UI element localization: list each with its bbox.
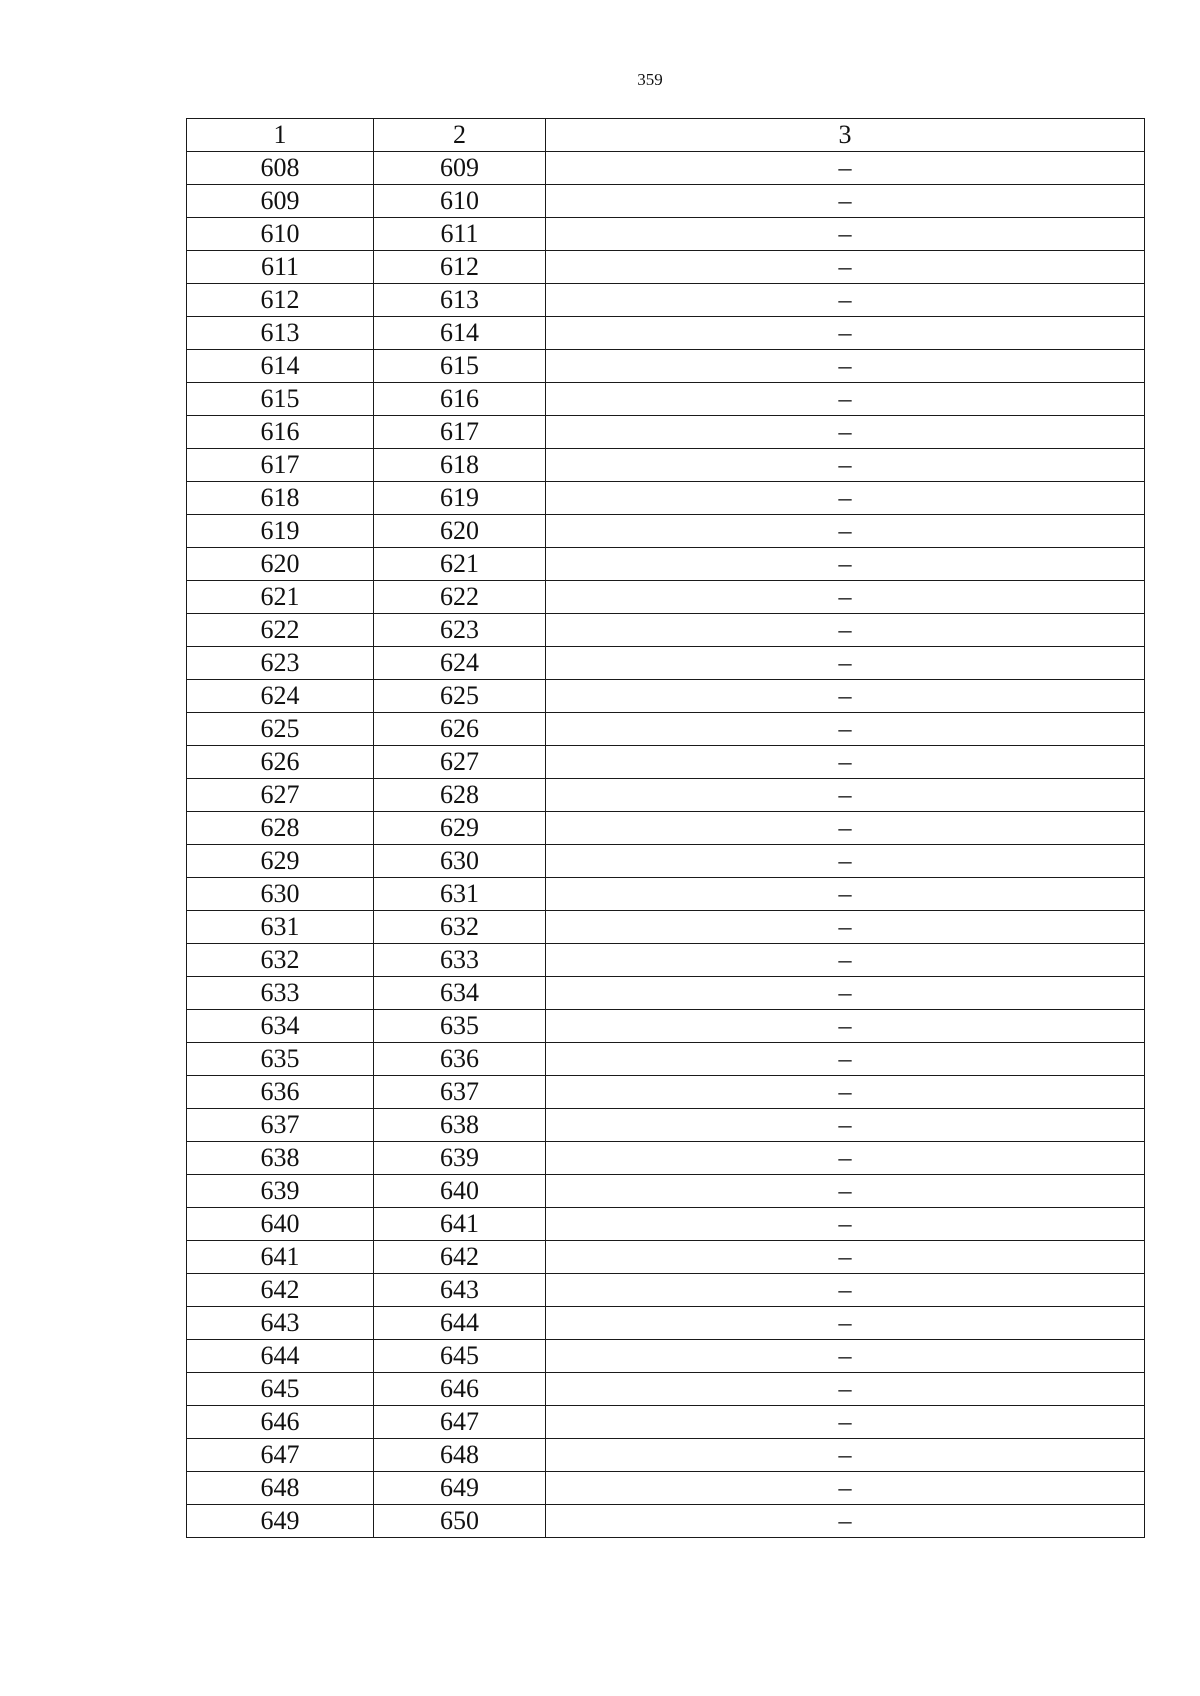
table-cell-col-1: 648 xyxy=(187,1472,374,1505)
table-cell-col-2: 639 xyxy=(374,1142,546,1175)
table-cell-col-1: 625 xyxy=(187,713,374,746)
table-cell-col-3: – xyxy=(546,1043,1145,1076)
table-cell-col-2: 637 xyxy=(374,1076,546,1109)
table-cell-col-1: 645 xyxy=(187,1373,374,1406)
table-cell-col-1: 635 xyxy=(187,1043,374,1076)
table-cell-col-2: 611 xyxy=(374,218,546,251)
table-cell-col-3: – xyxy=(546,218,1145,251)
table-row xyxy=(187,1010,1145,1043)
table-cell-col-3: – xyxy=(546,1010,1145,1043)
table-row xyxy=(187,1241,1145,1274)
table-cell-col-2: 610 xyxy=(374,185,546,218)
table-row xyxy=(187,1439,1145,1472)
table-cell-col-3: – xyxy=(546,1406,1145,1439)
table-cell-col-2: 615 xyxy=(374,350,546,383)
table-cell-col-1: 644 xyxy=(187,1340,374,1373)
table-cell-col-3: – xyxy=(546,548,1145,581)
table-row xyxy=(187,383,1145,416)
table-cell-col-1: 617 xyxy=(187,449,374,482)
table-cell-col-3: – xyxy=(546,647,1145,680)
table-cell-col-1: 636 xyxy=(187,1076,374,1109)
table-row xyxy=(187,581,1145,614)
table-cell-col-1: 633 xyxy=(187,977,374,1010)
table-row xyxy=(187,944,1145,977)
table-cell-col-3: – xyxy=(546,1472,1145,1505)
table-row xyxy=(187,746,1145,779)
table-cell-col-1: 613 xyxy=(187,317,374,350)
table-row xyxy=(187,1340,1145,1373)
table-row xyxy=(187,680,1145,713)
table-cell-col-2: 646 xyxy=(374,1373,546,1406)
table-cell-col-3: – xyxy=(546,251,1145,284)
table-cell-col-3: – xyxy=(546,1241,1145,1274)
table-cell-col-1: 649 xyxy=(187,1505,374,1538)
table-row xyxy=(187,911,1145,944)
table-cell-col-1: 618 xyxy=(187,482,374,515)
table-cell-col-1: 638 xyxy=(187,1142,374,1175)
table-cell-col-2: 631 xyxy=(374,878,546,911)
table-cell-col-3: – xyxy=(546,1109,1145,1142)
table-cell-col-2: 644 xyxy=(374,1307,546,1340)
table-row xyxy=(187,350,1145,383)
table-cell-col-3: – xyxy=(546,911,1145,944)
table-cell-col-2: 622 xyxy=(374,581,546,614)
table-cell-col-3: – xyxy=(546,1142,1145,1175)
table-cell-col-2: 623 xyxy=(374,614,546,647)
table-cell-col-1: 608 xyxy=(187,152,374,185)
table-cell-col-1: 643 xyxy=(187,1307,374,1340)
table-cell-col-1: 628 xyxy=(187,812,374,845)
table-row xyxy=(187,1142,1145,1175)
table-cell-col-2: 614 xyxy=(374,317,546,350)
table-row xyxy=(187,251,1145,284)
table-cell-col-2: 640 xyxy=(374,1175,546,1208)
table-cell-col-1: 615 xyxy=(187,383,374,416)
column-header-1: 1 xyxy=(187,119,374,152)
table-cell-col-3: – xyxy=(546,449,1145,482)
table-cell-col-2: 643 xyxy=(374,1274,546,1307)
table-row xyxy=(187,779,1145,812)
table-cell-col-2: 624 xyxy=(374,647,546,680)
table-row xyxy=(187,548,1145,581)
table-cell-col-3: – xyxy=(546,1307,1145,1340)
table-cell-col-1: 629 xyxy=(187,845,374,878)
table-cell-col-2: 609 xyxy=(374,152,546,185)
table-cell-col-1: 632 xyxy=(187,944,374,977)
table-cell-col-1: 622 xyxy=(187,614,374,647)
table-cell-col-2: 647 xyxy=(374,1406,546,1439)
table-cell-col-2: 619 xyxy=(374,482,546,515)
table-row xyxy=(187,1208,1145,1241)
table-cell-col-1: 630 xyxy=(187,878,374,911)
table-cell-col-1: 642 xyxy=(187,1274,374,1307)
table-cell-col-1: 647 xyxy=(187,1439,374,1472)
table-cell-col-3: – xyxy=(546,482,1145,515)
table-cell-col-3: – xyxy=(546,317,1145,350)
table-cell-col-1: 641 xyxy=(187,1241,374,1274)
table-cell-col-3: – xyxy=(546,746,1145,779)
table-cell-col-3: – xyxy=(546,1439,1145,1472)
table-cell-col-1: 631 xyxy=(187,911,374,944)
table-cell-col-2: 636 xyxy=(374,1043,546,1076)
table-cell-col-2: 648 xyxy=(374,1439,546,1472)
table-row xyxy=(187,878,1145,911)
table-cell-col-3: – xyxy=(546,152,1145,185)
table-cell-col-2: 633 xyxy=(374,944,546,977)
table-cell-col-3: – xyxy=(546,1208,1145,1241)
data-table xyxy=(186,118,1145,1538)
table-cell-col-1: 620 xyxy=(187,548,374,581)
table-row xyxy=(187,1274,1145,1307)
table-cell-col-3: – xyxy=(546,812,1145,845)
table-row xyxy=(187,317,1145,350)
table-cell-col-2: 612 xyxy=(374,251,546,284)
table-cell-col-1: 639 xyxy=(187,1175,374,1208)
table-cell-col-1: 610 xyxy=(187,218,374,251)
table-row xyxy=(187,185,1145,218)
table-body xyxy=(187,119,1145,1538)
table-cell-col-2: 617 xyxy=(374,416,546,449)
table-cell-col-3: – xyxy=(546,878,1145,911)
table-cell-col-3: – xyxy=(546,1373,1145,1406)
table-row xyxy=(187,1472,1145,1505)
table-cell-col-1: 640 xyxy=(187,1208,374,1241)
table-cell-col-2: 629 xyxy=(374,812,546,845)
table-row xyxy=(187,1175,1145,1208)
table-row xyxy=(187,1043,1145,1076)
table-row xyxy=(187,449,1145,482)
table-cell-col-1: 646 xyxy=(187,1406,374,1439)
table-cell-col-2: 645 xyxy=(374,1340,546,1373)
column-header-3: 3 xyxy=(546,119,1145,152)
table-cell-col-3: – xyxy=(546,680,1145,713)
table-cell-col-1: 623 xyxy=(187,647,374,680)
table-cell-col-2: 618 xyxy=(374,449,546,482)
table-cell-col-3: – xyxy=(546,614,1145,647)
page-number: 359 xyxy=(637,70,663,89)
table-cell-col-2: 630 xyxy=(374,845,546,878)
data-table-container xyxy=(186,118,1144,1538)
table-cell-col-3: – xyxy=(546,944,1145,977)
table-cell-col-2: 620 xyxy=(374,515,546,548)
table-row xyxy=(187,1373,1145,1406)
table-row xyxy=(187,152,1145,185)
table-header-row xyxy=(187,119,1145,152)
table-cell-col-3: – xyxy=(546,1175,1145,1208)
table-row xyxy=(187,812,1145,845)
table-cell-col-2: 626 xyxy=(374,713,546,746)
table-row xyxy=(187,416,1145,449)
table-cell-col-1: 627 xyxy=(187,779,374,812)
table-cell-col-3: – xyxy=(546,1340,1145,1373)
table-cell-col-3: – xyxy=(546,1274,1145,1307)
table-cell-col-2: 627 xyxy=(374,746,546,779)
column-header-2: 2 xyxy=(374,119,546,152)
table-cell-col-3: – xyxy=(546,845,1145,878)
table-cell-col-1: 612 xyxy=(187,284,374,317)
table-cell-col-3: – xyxy=(546,977,1145,1010)
table-row xyxy=(187,1505,1145,1538)
table-cell-col-1: 624 xyxy=(187,680,374,713)
table-row xyxy=(187,1109,1145,1142)
table-row xyxy=(187,1076,1145,1109)
table-row xyxy=(187,218,1145,251)
table-row xyxy=(187,482,1145,515)
table-cell-col-3: – xyxy=(546,713,1145,746)
table-cell-col-1: 626 xyxy=(187,746,374,779)
table-cell-col-1: 616 xyxy=(187,416,374,449)
table-cell-col-3: – xyxy=(546,515,1145,548)
table-cell-col-1: 621 xyxy=(187,581,374,614)
table-row xyxy=(187,647,1145,680)
table-cell-col-1: 611 xyxy=(187,251,374,284)
table-cell-col-3: – xyxy=(546,284,1145,317)
table-cell-col-2: 632 xyxy=(374,911,546,944)
table-cell-col-1: 637 xyxy=(187,1109,374,1142)
table-cell-col-3: – xyxy=(546,1505,1145,1538)
table-row xyxy=(187,977,1145,1010)
table-cell-col-2: 625 xyxy=(374,680,546,713)
table-cell-col-3: – xyxy=(546,779,1145,812)
table-cell-col-2: 634 xyxy=(374,977,546,1010)
table-cell-col-2: 616 xyxy=(374,383,546,416)
table-cell-col-2: 621 xyxy=(374,548,546,581)
table-cell-col-1: 609 xyxy=(187,185,374,218)
table-cell-col-2: 638 xyxy=(374,1109,546,1142)
table-row xyxy=(187,515,1145,548)
table-cell-col-3: – xyxy=(546,416,1145,449)
table-cell-col-1: 619 xyxy=(187,515,374,548)
table-cell-col-1: 634 xyxy=(187,1010,374,1043)
table-cell-col-3: – xyxy=(546,350,1145,383)
table-row xyxy=(187,284,1145,317)
table-cell-col-2: 641 xyxy=(374,1208,546,1241)
table-row xyxy=(187,614,1145,647)
table-cell-col-2: 613 xyxy=(374,284,546,317)
table-cell-col-3: – xyxy=(546,1076,1145,1109)
table-cell-col-2: 649 xyxy=(374,1472,546,1505)
table-cell-col-2: 650 xyxy=(374,1505,546,1538)
table-row xyxy=(187,1406,1145,1439)
table-row xyxy=(187,845,1145,878)
table-cell-col-3: – xyxy=(546,581,1145,614)
table-row xyxy=(187,1307,1145,1340)
table-row xyxy=(187,713,1145,746)
table-cell-col-2: 635 xyxy=(374,1010,546,1043)
table-cell-col-1: 614 xyxy=(187,350,374,383)
table-cell-col-3: – xyxy=(546,383,1145,416)
table-cell-col-2: 628 xyxy=(374,779,546,812)
table-cell-col-2: 642 xyxy=(374,1241,546,1274)
table-cell-col-3: – xyxy=(546,185,1145,218)
